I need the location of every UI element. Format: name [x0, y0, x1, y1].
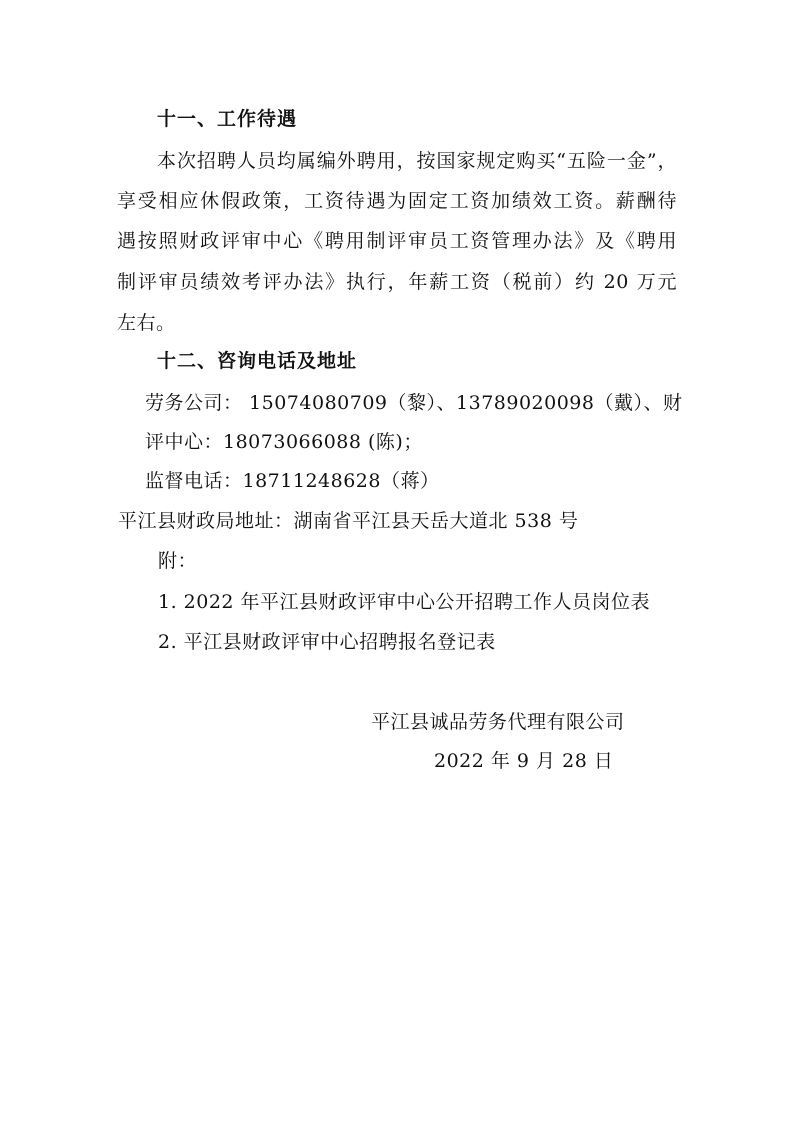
supervision-phone: 监督电话：18711248628（蒋）: [145, 470, 440, 492]
section-12-heading: 十二、咨询电话及地址: [157, 350, 358, 372]
section-11-paragraph-line-1: 本次招聘人员均属编外聘用，按国家规定购买“五险一金”，: [157, 150, 677, 172]
labor-company-phone-line-2: 评中心：18073066088 (陈)；: [145, 431, 423, 453]
attachments-label: 附：: [158, 550, 198, 572]
attachment-item-2: 2. 平江县财政评审中心招聘报名登记表: [158, 631, 496, 653]
signature-organization: 平江县诚品劳务代理有限公司: [371, 711, 625, 733]
labor-company-phone-line-1: 劳务公司： 15074080709（黎）、13789020098（戴）、财: [145, 392, 683, 414]
section-11-paragraph-line-3: 遇按照财政评审中心《聘用制评审员工资管理办法》及《聘用: [117, 230, 677, 252]
attachment-item-1: 1. 2022 年平江县财政评审中心公开招聘工作人员岗位表: [158, 591, 651, 613]
section-11-paragraph-line-5: 左右。: [117, 312, 176, 334]
finance-bureau-address: 平江县财政局地址：湖南省平江县天岳大道北 538 号: [118, 510, 579, 532]
section-11-heading: 十一、工作待遇: [157, 108, 298, 130]
section-11-paragraph-line-2: 享受相应休假政策，工资待遇为固定工资加绩效工资。薪酬待: [117, 190, 677, 212]
section-11-paragraph-line-4: 制评审员绩效考评办法》执行，年薪工资（税前）约 20 万元: [117, 271, 677, 293]
signature-date: 2022 年 9 月 28 日: [434, 750, 614, 772]
